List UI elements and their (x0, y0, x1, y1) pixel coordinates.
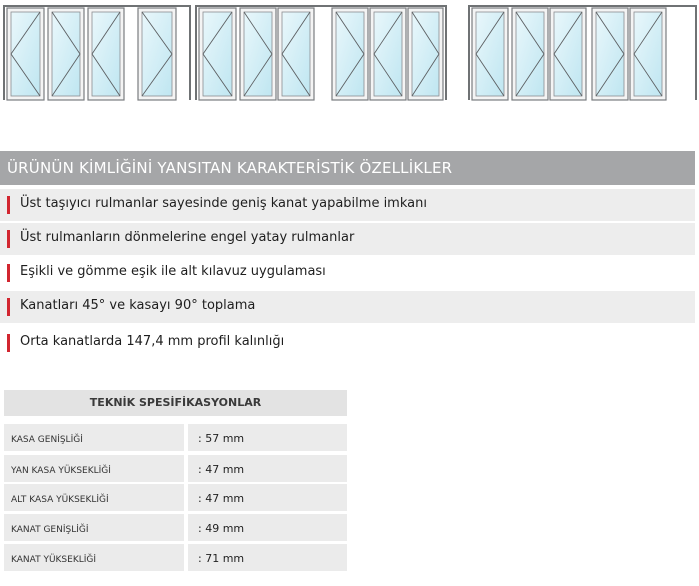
spec-row (4, 455, 347, 482)
feature-accent-bar (7, 196, 10, 214)
spec-label-cell (4, 484, 184, 511)
feature-accent-bar (7, 334, 10, 352)
door-panel (512, 8, 548, 100)
door-panel (332, 8, 368, 100)
spec-value: : 47 mm (198, 463, 245, 476)
door-panel (7, 8, 44, 100)
spec-row (4, 544, 347, 571)
feature-text: Üst rulmanların dönmelerine engel yatay rulmanlar (20, 230, 355, 245)
door-panel (278, 8, 314, 100)
feature-item (0, 189, 695, 221)
spec-label-cell (4, 424, 184, 451)
feature-accent-bar (7, 264, 10, 282)
spec-label-cell (4, 544, 184, 571)
door-panel (88, 8, 124, 100)
door-panel (592, 8, 628, 100)
spec-value: : 47 mm (198, 492, 245, 505)
specs-header (4, 390, 347, 416)
door-panel (48, 8, 84, 100)
door-panel (408, 8, 443, 100)
spec-label-cell (4, 514, 184, 541)
spec-value-cell (188, 544, 347, 571)
spec-label: KANAT GENİŞLİĞİ (11, 525, 89, 535)
feature-text: Eşikli ve gömme eşik ile alt kılavuz uygulaması (20, 264, 326, 279)
feature-text: Orta kanatlarda 147,4 mm profil kalınlığı (20, 334, 285, 349)
spec-label-cell (4, 455, 184, 482)
feature-text: Üst taşıyıcı rulmanlar sayesinde geniş kanat yapabilme imkanı (20, 196, 427, 211)
door-panel (199, 8, 236, 100)
feature-text: Kanatları 45° ve kasayı 90° toplama (20, 298, 256, 313)
spec-row (4, 514, 347, 541)
folding-door-illustrations (0, 0, 699, 110)
spec-value: : 49 mm (198, 522, 245, 535)
spec-row (4, 424, 347, 451)
feature-item (0, 291, 695, 323)
door-panel (240, 8, 276, 100)
feature-item (0, 223, 695, 255)
spec-row (4, 484, 347, 511)
spec-value-cell (188, 424, 347, 451)
door-panel (630, 8, 666, 100)
door-panel (550, 8, 586, 100)
features-header (0, 151, 695, 185)
door-panel (472, 8, 508, 100)
feature-accent-bar (7, 230, 10, 248)
spec-label: KASA GENİŞLİĞİ (11, 435, 83, 445)
door-panel (138, 8, 176, 100)
spec-label: KANAT YÜKSEKLİĞİ (11, 555, 97, 565)
feature-accent-bar (7, 298, 10, 316)
feature-item (0, 327, 695, 359)
spec-value-cell (188, 455, 347, 482)
spec-value-cell (188, 484, 347, 511)
spec-value-cell (188, 514, 347, 541)
feature-item (0, 257, 695, 289)
spec-label: YAN KASA YÜKSEKLİĞİ (11, 466, 111, 476)
door-panel (370, 8, 406, 100)
specs-title: TEKNİK SPESİFİKASYONLAR (89, 396, 262, 409)
spec-label: ALT KASA YÜKSEKLİĞİ (11, 495, 109, 505)
spec-value: : 71 mm (198, 552, 245, 565)
features-title: ÜRÜNÜN KİMLİĞİNİ YANSITAN KARAKTERİSTİK ÖZELLİKLER (7, 159, 453, 177)
spec-value: : 57 mm (198, 432, 245, 445)
